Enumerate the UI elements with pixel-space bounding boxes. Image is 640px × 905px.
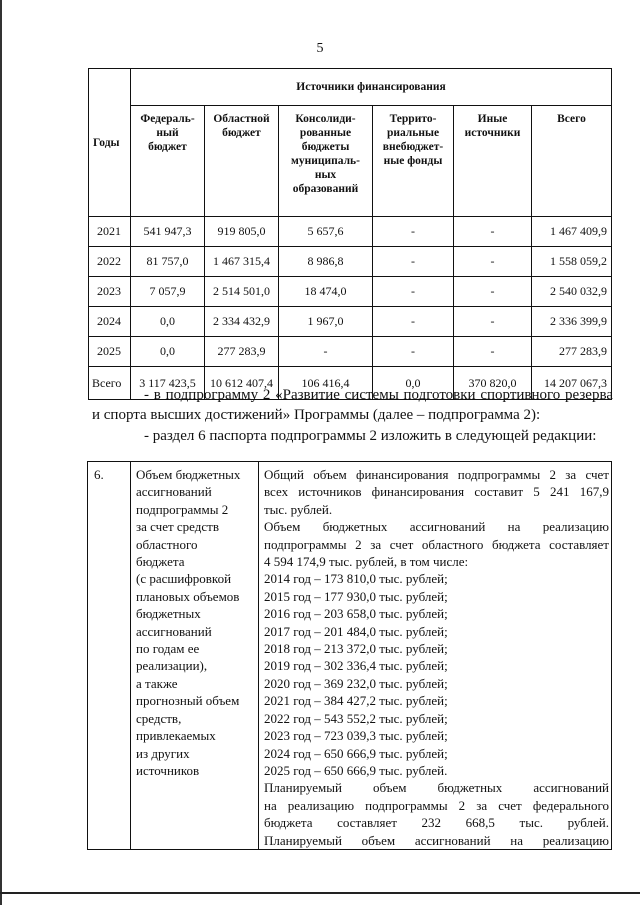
federal-cell: 7 057,9 [131, 277, 205, 307]
section-number: 6. [88, 462, 131, 850]
passport-table [87, 461, 612, 850]
table-row [89, 277, 612, 307]
other-cell: 370 820,0 [454, 367, 532, 400]
sources-header: Источники финансирования [131, 69, 612, 106]
federal-cell: 0,0 [131, 337, 205, 367]
municipal-cell: 8 986,8 [279, 247, 373, 277]
other-cell: - [454, 217, 532, 247]
federal-cell: 541 947,3 [131, 217, 205, 247]
intro-line: тыс. рублей. [264, 501, 333, 517]
federal-cell: 3 117 423,5 [131, 367, 205, 400]
other-cell: - [454, 307, 532, 337]
column-header: Всего [532, 106, 612, 217]
table-row [89, 247, 612, 277]
name-line: источников [136, 762, 200, 778]
other-cell: - [454, 277, 532, 307]
intro-line: подпрограммы 2 за счет областного бюджета составляет [264, 536, 609, 552]
column-header: Консолиди- рованные бюджеты муниципаль- ных образований [279, 106, 373, 217]
intro-line: Объем бюджетных ассигнований на реализацию [264, 519, 609, 535]
funding-table [88, 68, 612, 400]
total-cell: 2 540 032,9 [532, 277, 612, 307]
subprogram-2-intro-paragraph: - в подпрограмму 2 «Развитие системы подготовки спортивного резерва и спорта высших достижений» Программы (далее – подпрограмма 2): [92, 387, 613, 423]
name-line: ассигнований [136, 623, 212, 639]
table-row [89, 217, 612, 247]
name-line: подпрограммы 2 [136, 501, 229, 517]
name-line: Объем бюджетных [136, 467, 241, 482]
federal-line: Планируемый объем бюджетных ассигнований [264, 780, 609, 796]
municipal-cell: 106 416,4 [279, 367, 373, 400]
federal-line: на реализацию подпрограммы 2 за счет федерального [264, 797, 609, 813]
name-line: а также [136, 675, 178, 691]
name-line: плановых объемов [136, 588, 240, 604]
bottom-border-line [0, 892, 640, 894]
territorial-cell: - [373, 307, 454, 337]
name-line: реализации), [136, 658, 208, 674]
year-allocation-line: 2018 год – 213 372,0 тыс. рублей; [264, 641, 448, 657]
name-line: по годам ее [136, 641, 200, 657]
total-cell: 1 558 059,2 [532, 247, 612, 277]
federal-line: бюджета составляет 232 668,5 тыс. рублей. [264, 815, 609, 831]
year-allocation-line: 2022 год – 543 552,2 тыс. рублей; [264, 710, 448, 726]
territorial-cell: - [373, 217, 454, 247]
municipal-cell: 18 474,0 [279, 277, 373, 307]
total-cell: 277 283,9 [532, 337, 612, 367]
section-text [259, 462, 612, 850]
year-allocation-line: 2015 год – 177 930,0 тыс. рублей; [264, 588, 448, 604]
column-header: Террито- риальные внебюджет- ные фонды [373, 106, 454, 217]
name-line: из других [136, 745, 190, 761]
other-cell: - [454, 337, 532, 367]
name-line: ассигнований [136, 484, 212, 500]
years-header: Годы [89, 69, 131, 217]
column-header: Федераль- ный бюджет [131, 106, 205, 217]
intro-line: всех источников финансирования составит 5 241 167,9 [264, 484, 609, 500]
year-cell: 2022 [89, 247, 131, 277]
year-allocation-line: 2019 год – 302 336,4 тыс. рублей; [264, 658, 448, 674]
year-allocation-line: 2025 год – 650 666,9 тыс. рублей. [264, 762, 448, 778]
other-cell: - [454, 247, 532, 277]
column-header: Областной бюджет [205, 106, 279, 217]
intro-line: Общий объем финансирования подпрограммы 2 за счет [264, 467, 609, 482]
name-line: прогнозный объем [136, 693, 240, 709]
name-line: бюджетных [136, 606, 201, 622]
regional-cell: 2 514 501,0 [205, 277, 279, 307]
name-line: за счет средств [136, 519, 219, 535]
passport-row [88, 462, 612, 850]
total-cell: 14 207 067,3 [532, 367, 612, 400]
year-cell: 2021 [89, 217, 131, 247]
year-allocation-line: 2020 год – 369 232,0 тыс. рублей; [264, 675, 448, 691]
year-allocation-line: 2023 год – 723 039,3 тыс. рублей; [264, 728, 448, 744]
column-header: Иные источники [454, 106, 532, 217]
year-cell: 2025 [89, 337, 131, 367]
name-line: бюджета [136, 554, 185, 570]
municipal-cell: 5 657,6 [279, 217, 373, 247]
year-cell: 2024 [89, 307, 131, 337]
year-cell: 2023 [89, 277, 131, 307]
year-allocation-line: 2016 год – 203 658,0 тыс. рублей; [264, 606, 448, 622]
total-cell: 2 336 399,9 [532, 307, 612, 337]
name-line: (с расшифровкой [136, 571, 232, 587]
regional-cell: 2 334 432,9 [205, 307, 279, 337]
year-cell: Всего [89, 367, 131, 400]
municipal-cell: 1 967,0 [279, 307, 373, 337]
year-allocation-line: 2014 год – 173 810,0 тыс. рублей; [264, 571, 448, 587]
federal-line: Планируемый объем ассигнований на реализацию [264, 832, 609, 848]
section-name [131, 462, 259, 850]
territorial-cell: 0,0 [373, 367, 454, 400]
regional-cell: 10 612 407,4 [205, 367, 279, 400]
page-number: 5 [316, 41, 324, 56]
table-row [89, 337, 612, 367]
year-allocation-line: 2017 год – 201 484,0 тыс. рублей; [264, 623, 448, 639]
federal-cell: 0,0 [131, 307, 205, 337]
federal-cell: 81 757,0 [131, 247, 205, 277]
territorial-cell: - [373, 277, 454, 307]
name-line: областного [136, 536, 198, 552]
total-cell: 1 467 409,9 [532, 217, 612, 247]
page-edge-line [0, 0, 2, 905]
intro-line: 4 594 174,9 тыс. рублей, в том числе: [264, 554, 469, 570]
regional-cell: 1 467 315,4 [205, 247, 279, 277]
name-line: средств, [136, 710, 182, 726]
table-row [89, 307, 612, 337]
territorial-cell: - [373, 247, 454, 277]
regional-cell: 277 283,9 [205, 337, 279, 367]
section-6-instruction-paragraph: - раздел 6 паспорта подпрограммы 2 изложить в следующей редакции: [144, 428, 597, 444]
year-allocation-line: 2024 год – 650 666,9 тыс. рублей; [264, 745, 448, 761]
municipal-cell: - [279, 337, 373, 367]
name-line: привлекаемых [136, 728, 216, 744]
territorial-cell: - [373, 337, 454, 367]
regional-cell: 919 805,0 [205, 217, 279, 247]
year-allocation-line: 2021 год – 384 427,2 тыс. рублей; [264, 693, 448, 709]
